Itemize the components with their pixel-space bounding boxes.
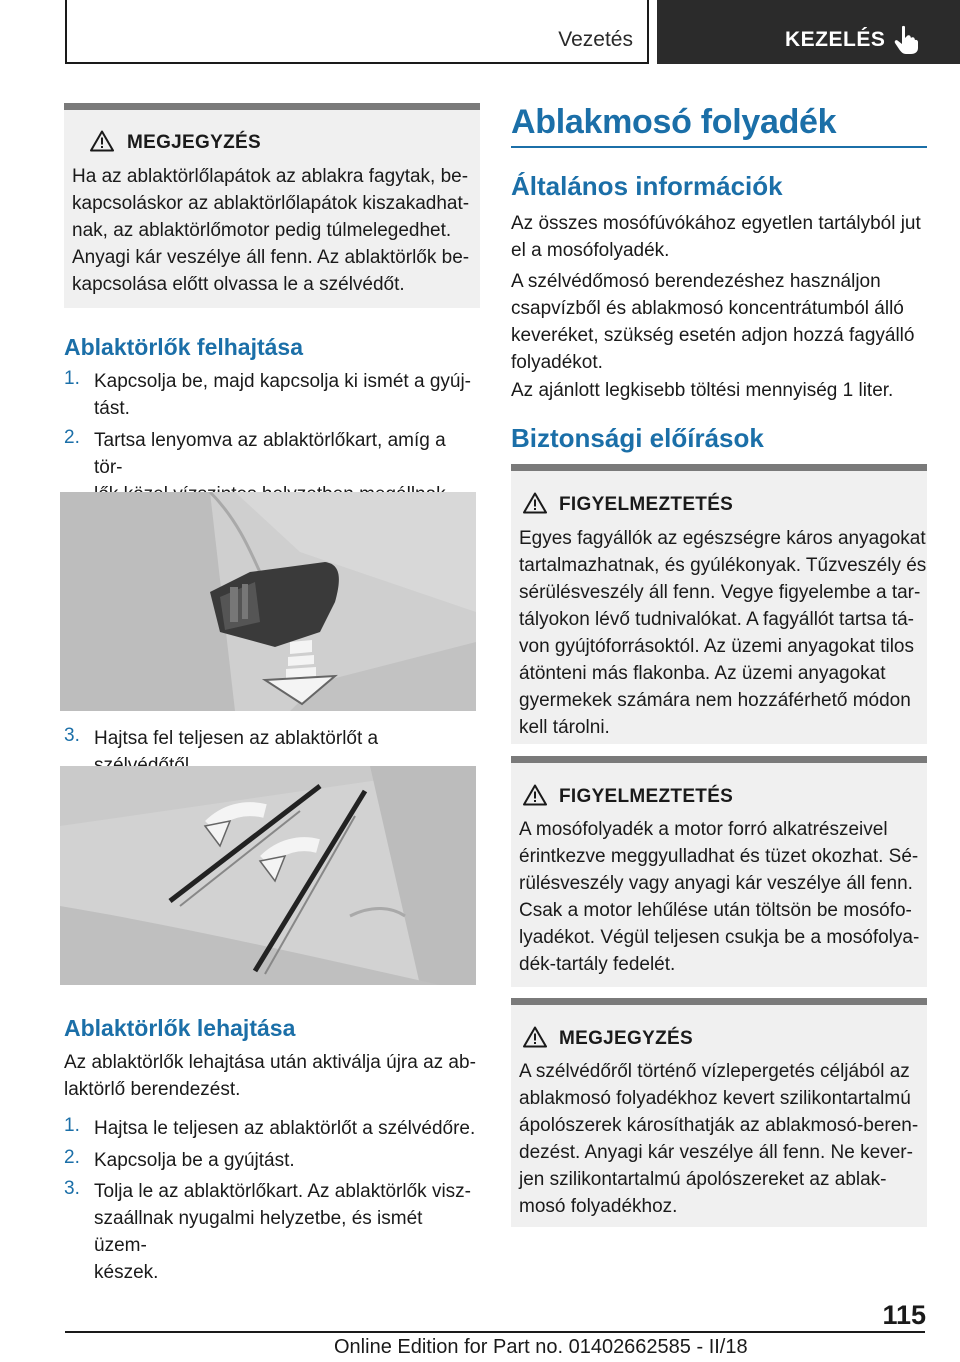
step-text: Kapcsolja be a gyújtást. xyxy=(94,1150,295,1171)
illustration-wiper-stalk xyxy=(60,492,476,711)
hand-pointer-icon xyxy=(894,25,920,55)
general-para-3: Az ajánlott legkisebb töltési mennyiség 1 liter. xyxy=(511,380,894,401)
warning-triangle-icon xyxy=(523,784,547,806)
step-number: 3. xyxy=(64,1178,80,1199)
step-text: Hajtsa le teljesen az ablaktörlőt a szélvédőre. xyxy=(94,1118,476,1139)
warning-text: Egyes fagyállók az egészségre káros anyagokat tartalmazhatnak, és gyúlékonyak. Tűzveszély és sérülésveszély áll fenn. Vegye figyelembe a tar- tályokon lévő tudnivalókat. A fagyállót tartsa tá- von gyújtóforrásoktól. Az üzemi anyagokat tilos átönteni más flakonba. Az üzemi anyagokat gyermekek számára nem hozzáférhető módon kell tárolni. xyxy=(519,528,927,738)
step-number: 2. xyxy=(64,427,80,448)
heading-fold-down: Ablaktörlők lehajtása xyxy=(64,1015,296,1041)
step-text: Tartsa lenyomva az ablaktörlőkart, amíg a tör- xyxy=(94,430,446,478)
warning-triangle-icon xyxy=(523,1026,547,1048)
heading-safety: Biztonsági előírások xyxy=(511,423,764,453)
note-title: MEGJEGYZÉS xyxy=(127,132,261,153)
warning-title: FIGYELMEZTETÉS xyxy=(559,494,734,515)
general-para-2: A szélvédőmosó berendezéshez használjon csapvízből és ablakmosó koncentrátumból álló keveréket, szükség esetén adjon hozzá fagyálló folyadékot. xyxy=(511,271,915,373)
footer-rule xyxy=(65,1331,925,1333)
note-text: A szélvédőről történő vízlepergetés céljából az ablakmosó folyadékhoz kevert szilikontartalmú ápolószerek károsíthatják az ablakmosó-beren- dezést. Anyagi kár veszélye áll fenn. Ne kever- jen szilikontartalmú ápolószereket az ablak- mosó folyadékhoz. xyxy=(519,1061,919,1217)
page-number: 115 xyxy=(882,1300,926,1330)
header-chapter-label: KEZELÉS xyxy=(785,28,886,51)
warning-triangle-icon xyxy=(90,130,114,152)
step-number: 1. xyxy=(64,1115,80,1136)
step-text: Kapcsolja be, majd kapcsolja ki ismét a gyúj- tást. xyxy=(94,371,472,419)
warning-title: FIGYELMEZTETÉS xyxy=(559,786,734,807)
header-section-label: Vezetés xyxy=(558,28,633,51)
step-number: 1. xyxy=(64,368,80,389)
page-title: Ablakmosó folyadék xyxy=(511,103,837,141)
heading-general-info: Általános információk xyxy=(511,171,783,201)
warning-triangle-icon xyxy=(523,492,547,514)
header-section-tab xyxy=(65,0,649,64)
heading-fold-up: Ablaktörlők felhajtása xyxy=(64,334,304,360)
note-title: MEGJEGYZÉS xyxy=(559,1028,693,1049)
step-text: Hajtsa fel teljesen az ablaktörlőt a xyxy=(94,728,379,749)
note-text: Ha az ablaktörlőlapátok az ablakra fagytak, be- kapcsoláskor az ablaktörlőlapátok kiszakadhat- nak, az ablaktörlőmotor pedig túlmelegedhet. Anyagi kár veszélye áll fenn. Az ablaktörlők be- kapcsolása előtt olvassa le a szélvédőt. xyxy=(72,166,470,295)
fold-down-intro: Az ablaktörlők lehajtása után aktiválja újra az ab- laktörlő berendezést. xyxy=(64,1052,476,1100)
step-number: 2. xyxy=(64,1147,80,1168)
step-text: Tolja le az ablaktörlőkart. Az ablaktörlők visz- szaállnak nyugalmi helyzetbe, és ismét üzem- készek. xyxy=(94,1181,471,1283)
footer-edition: Online Edition for Part no. 01402662585 - II/18 xyxy=(334,1336,748,1358)
general-para-1: Az összes mosófúvókához egyetlen tartályból jut el a mosófolyadék. xyxy=(511,213,921,261)
title-rule xyxy=(511,146,927,148)
header-chapter-tab xyxy=(657,0,960,64)
step-number: 3. xyxy=(64,725,80,746)
illustration-wipers-folded-up xyxy=(60,766,476,985)
warning-text: A mosófolyadék a motor forró alkatrészeivel érintkezve meggyulladhat és tüzet okozhat. Sé- rülésveszély vagy anyagi kár veszélye áll fenn. Csak a motor lehűlése után töltsön be mosófo- lyadékot. Végül teljesen csukja be a mosófolya- dék-tartály fedelét. xyxy=(519,819,920,975)
